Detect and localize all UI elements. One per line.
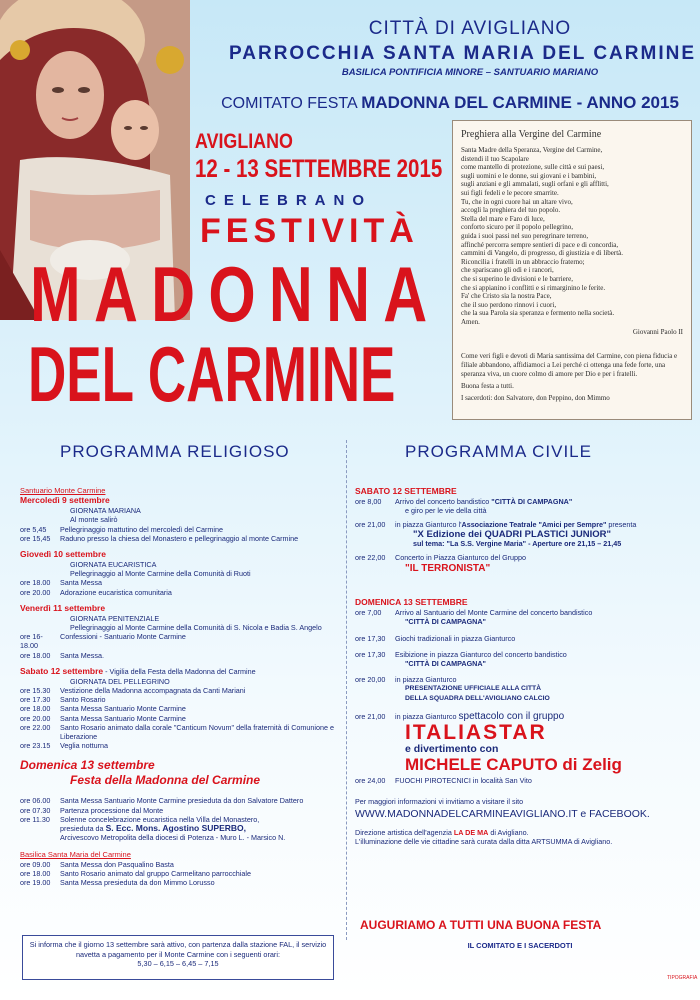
prayer-line: affinché percorra sempre sentieri di pace e di concordia, <box>461 240 619 249</box>
row-desc-a: in piazza Gianturco <box>395 711 459 721</box>
prayer-line: sugli uomini e le donne, sui giovani e i bambini, <box>461 171 597 180</box>
row-desc: Esibizione in piazza Gianturco del concerto bandistico <box>395 649 567 659</box>
civil-program-heading: PROGRAMMA CIVILE <box>405 442 592 461</box>
direction-c: di Avigliano. <box>488 827 529 837</box>
prayer-line: Tu, che in ogni cuore hai un altare vivo, <box>461 197 573 206</box>
row-time: ore 8,00 <box>355 497 382 506</box>
row-time: ore 15.30 <box>20 686 51 696</box>
day-heading: DOMENICA 13 SETTEMBRE <box>355 597 468 608</box>
prayer-title: Preghiera alla Vergine del Carmine <box>461 129 602 140</box>
schedule-row <box>20 714 340 723</box>
greeting-banner: AUGURIAMO A TUTTI UNA BUONA FESTA <box>360 918 602 932</box>
schedule-row <box>355 553 695 562</box>
day-heading: Mercoledì 9 settembre <box>20 495 110 506</box>
place-monte-carmine: Santuario Monte Carmine <box>20 486 106 495</box>
agency-name: LA DE MA <box>453 827 489 837</box>
prayer-line: cammini di Vangelo, di progresso, di giustizia e di libertà. <box>461 249 624 258</box>
row-time: ore 16-18.00 <box>20 632 43 651</box>
row-desc: Solenne concelebrazione eucaristica nella Villa del Monastero, <box>60 814 260 824</box>
prayer-line: che spariscano gli odi e i rancori, <box>461 266 554 275</box>
prayer-line: conforto sicuro per il popolo pellegrino, <box>461 223 573 232</box>
prayer-text <box>461 146 683 326</box>
committee-line <box>200 93 700 113</box>
schedule-row <box>20 588 340 597</box>
schedule-row <box>20 878 340 887</box>
column-divider <box>346 440 347 940</box>
prayer-line: Riconcilia i fratelli in un abbraccio fraterno; <box>461 257 585 266</box>
band-name: "CITTÀ DI CAMPAGNA" <box>491 497 573 506</box>
day-heading: Giovedì 10 settembre <box>20 549 106 560</box>
row-desc: Concerto in Piazza Gianturco del Gruppo <box>395 553 527 563</box>
lighting-note: L'illuminazione delle vie cittadine sarà curata dalla ditta ARTSUMMA di Avigliano. <box>355 837 613 847</box>
team-presentation-2: DELLA SQUADRA DELL'AVIGLIANO CALCIO <box>405 694 550 702</box>
schedule-row <box>20 869 340 878</box>
prayer-greeting: Buona festa a tutti. <box>461 382 514 391</box>
band-name: "CITTÀ DI CAMPAGNA" <box>405 659 486 669</box>
civil-program <box>355 486 695 846</box>
row-time: ore 20.00 <box>20 713 51 723</box>
row-desc: Santa Messa Santuario Monte Carmine presieduta da don Salvatore Dattero <box>60 796 304 806</box>
presided-role: Arcivescovo Metropolita della diocesi di Potenza - Muro L. - Marsico N. <box>60 833 286 843</box>
row-time: ore 22.00 <box>20 722 51 732</box>
prayer-line: Stella del mare e Faro di luce, <box>461 214 545 223</box>
presided-prefix: presieduta da <box>60 824 106 834</box>
tableaux-theme: sul tema: "La S.S. Vergine Maria" - Aperture ore 21,15 – 21,45 <box>413 538 622 548</box>
prayer-line: Amen. <box>461 317 480 326</box>
schedule-row <box>20 860 340 869</box>
row-desc-cont: e giro per le vie della città <box>405 506 487 516</box>
day-theme-sub: Pellegrinaggio al Monte Carmine della Comunità di S. Nicola e Badia S. Angelo <box>70 623 322 633</box>
row-time: ore 20.00 <box>20 587 51 597</box>
schedule-row <box>20 741 340 750</box>
row-time: ore 20,00 <box>355 675 386 685</box>
shuttle-text: Si informa che il giorno 13 settembre sarà attivo, con partenza dalla stazione FAL, il servizio navetta a pagamento per il Monte Carmine con i seguenti orari: <box>29 940 327 959</box>
row-time: ore 24,00 <box>355 776 386 786</box>
prayer-line: guida i suoi passi nel suo peregrinare terreno, <box>461 231 589 240</box>
row-time: ore 21,00 <box>355 711 386 721</box>
row-desc: FUOCHI PIROTECNICI in località San Vito <box>395 776 532 786</box>
website-link[interactable]: WWW.MADONNADELCARMINEAVIGLIANO.IT e FACEBOOK. <box>355 807 650 820</box>
row-desc-a: in piazza Gianturco l' <box>395 520 462 530</box>
row-desc-a: Arrivo del concerto bandistico <box>395 497 492 506</box>
committee-prefix: COMITATO FESTA <box>221 95 357 112</box>
day-theme-sub: Al monte salirò <box>70 515 118 525</box>
celebrano-label: CELEBRANO <box>205 192 373 209</box>
prayer-line: Santa Madre della Speranza, Vergine del Carmine, <box>461 146 603 154</box>
event-dates: 12 - 13 SETTEMBRE 2015 <box>195 155 443 183</box>
schedule-row <box>355 608 695 617</box>
schedule-row <box>20 525 340 534</box>
schedule-row <box>20 796 340 805</box>
prayer-line: come mantello di protezione, sulle città e sui paesi, <box>461 163 605 172</box>
artist-caputo: MICHELE CAPUTO di Zelig <box>405 755 622 775</box>
schedule-row <box>20 695 340 704</box>
row-desc: Vestizione della Madonna accompagnata da Canti Mariani <box>60 686 246 696</box>
schedule-row <box>20 632 340 650</box>
prayer-priests: I sacerdoti: don Salvatore, don Peppino, don Mimmo <box>461 394 610 403</box>
row-desc: Pellegrinaggio mattutino del mercoledì del Carmine <box>60 524 224 534</box>
schedule-row <box>355 675 695 684</box>
row-time: ore 18.00 <box>20 704 51 714</box>
day-theme: GIORNATA PENITENZIALE <box>70 613 160 623</box>
row-time: ore 18.00 <box>20 650 51 660</box>
prayer-line: sui figli fedeli e le pecore smarrite. <box>461 188 559 197</box>
day-heading-saturday <box>20 666 340 677</box>
prayer-line: che il suo perdono rinnovi i cuori, <box>461 300 557 309</box>
day-heading: Sabato 12 settembre <box>20 665 104 676</box>
day-theme: GIORNATA MARIANA <box>70 506 141 516</box>
schedule-row <box>20 651 340 660</box>
town-name: AVIGLIANO <box>195 130 293 153</box>
row-desc: Santa Messa <box>60 578 102 588</box>
info-text: Per maggiori informazioni vi invitiamo a visitare il sito <box>355 797 524 807</box>
prayer-line: distendi il tuo Scapolare <box>461 154 529 163</box>
row-desc: Santo Rosario animato dal gruppo Carmelitano parrocchiale <box>60 868 251 878</box>
schedule-row <box>355 650 695 659</box>
schedule-row <box>20 806 340 815</box>
prayer-line: che la sua Parola sia speranza e fermento nella società. <box>461 309 615 318</box>
row-time: ore 07.30 <box>20 805 51 815</box>
parish-name: PARROCCHIA SANTA MARIA DEL CARMINE <box>229 43 696 64</box>
row-desc-c: presenta <box>606 520 637 530</box>
schedule-row <box>355 634 695 643</box>
row-desc: Raduno presso la chiesa del Monastero e pellegrinaggio al monte Carmine <box>60 533 299 543</box>
place-basilica: Basilica Santa Maria del Carmine <box>20 850 131 860</box>
row-time: ore 18.00 <box>20 868 51 878</box>
row-time: ore 17,30 <box>355 649 386 659</box>
schedule-row <box>355 497 695 506</box>
day-theme: GIORNATA EUCARISTICA <box>70 560 157 570</box>
day-theme: GIORNATA DEL PELLEGRINO <box>70 676 170 686</box>
row-desc: Adorazione eucaristica comunitaria <box>60 587 172 597</box>
group-italiastar: ITALIASTAR <box>405 721 547 745</box>
row-time: ore 19.00 <box>20 878 51 888</box>
band-terronista: "IL TERRONISTA" <box>405 563 491 575</box>
day-heading-extra: - Vigilia della Festa della Madonna del Carmine <box>103 666 256 676</box>
committee-main: MADONNA DEL CARMINE - ANNO 2015 <box>361 93 679 112</box>
schedule-row <box>20 704 340 713</box>
religious-program-heading: PROGRAMMA RELIGIOSO <box>60 442 290 461</box>
day-theme-sub: Pellegrinaggio al Monte Carmine della Comunità di Ruoti <box>70 569 251 579</box>
presided-name: S. Ecc. Mons. Agostino SUPERBO, <box>105 823 246 834</box>
shuttle-notice <box>22 935 334 980</box>
day-heading: Domenica 13 settembre <box>20 758 155 773</box>
row-time: ore 15,45 <box>20 533 51 543</box>
row-desc: Veglia notturna <box>60 741 108 751</box>
team-presentation: PRESENTAZIONE UFFICIALE ALLA CITTÀ <box>405 685 542 693</box>
row-time: ore 23.15 <box>20 741 51 751</box>
prayer-line: sugli anziani e gli ammalati, sugli orfani e gli afflitti, <box>461 180 609 189</box>
row-time: ore 06.00 <box>20 796 51 806</box>
schedule-row <box>355 712 695 721</box>
title-madonna: MADONNA <box>30 250 441 338</box>
row-desc: Santa Messa Santuario Monte Carmine <box>60 704 186 714</box>
row-desc: Arrivo al Santuario del Monte Carmine del concerto bandistico <box>395 608 593 618</box>
basilica-subtitle: BASILICA PONTIFICIA MINORE – SANTUARIO MARIANO <box>341 67 599 78</box>
feast-title: Festa della Madonna del Carmine <box>70 773 261 788</box>
prayer-line: che si appianino i conflitti e si rimarginino le ferite. <box>461 283 606 292</box>
schedule-row <box>20 534 340 543</box>
show-label: spettacolo con il gruppo <box>458 710 565 722</box>
prayer-line: Fa' che Cristo sia la nostra Pace, <box>461 292 552 301</box>
tableaux-title: "X Edizione dei QUADRI PLASTICI JUNIOR" <box>413 528 611 540</box>
entertainment-label: e divertimento con <box>405 743 499 756</box>
schedule-row <box>20 723 340 741</box>
row-desc: Santa Messa don Pasqualino Basta <box>60 859 174 869</box>
artistic-direction <box>355 828 695 837</box>
row-time: ore 7,00 <box>355 608 382 618</box>
row-desc: Santa Messa. <box>60 650 104 660</box>
row-desc: Santa Messa Santuario Monte Carmine <box>60 713 186 723</box>
row-desc: Santo Rosario animato dalla corale "Canticum Novum" della fraternità di Comunione e Liberazione <box>60 722 334 742</box>
religious-program <box>20 486 340 887</box>
prayer-box <box>452 120 692 420</box>
prayer-line: che si superino le divisioni e le barriere, <box>461 274 573 283</box>
printer-logo: TIPOGRAFIA <box>667 975 698 981</box>
schedule-row <box>355 776 695 785</box>
row-desc <box>395 712 695 721</box>
presided-by <box>20 824 340 833</box>
row-desc: in piazza Gianturco <box>395 675 457 685</box>
row-time: ore 22,00 <box>355 553 386 563</box>
row-time: ore 18.00 <box>20 578 51 588</box>
row-time: ore 09.00 <box>20 859 51 869</box>
city-name: CITTÀ DI AVIGLIANO <box>368 18 572 39</box>
shuttle-times: 5,30 – 6,15 – 6,45 – 7,15 <box>137 959 219 968</box>
prayer-note: Come veri figli e devoti di Maria santissima del Carmine, con piena fiducia e filiale abbandono, affidiamoci a Lei perché ci ottenga una fede forte, una speranza viva, un cuore colmo di amore per Dio e per i fratelli. <box>461 352 678 378</box>
row-desc: Santo Rosario <box>60 695 106 705</box>
schedule-row <box>20 686 340 695</box>
row-desc <box>395 497 695 506</box>
band-name: "CITTÀ DI CAMPAGNA" <box>405 617 486 627</box>
row-time: ore 5,45 <box>20 524 47 534</box>
row-desc: Santa Messa presieduta da don Mimmo Lorusso <box>60 878 215 888</box>
prayer-signature: Giovanni Paolo II <box>632 328 683 337</box>
day-heading: Venerdì 11 settembre <box>20 602 106 613</box>
direction-a: Direzione artistica dell'agenzia <box>355 827 454 837</box>
committee-signature: IL COMITATO E I SACERDOTI <box>467 941 573 950</box>
row-time: ore 17,30 <box>355 633 386 643</box>
row-time: ore 17.30 <box>20 695 51 705</box>
title-del-carmine: DEL CARMINE <box>28 330 396 418</box>
prayer-line: accogli la preghiera del tuo popolo. <box>461 206 561 215</box>
row-desc: Giochi tradizionali in piazza Gianturco <box>395 633 516 643</box>
day-heading: SABATO 12 SETTEMBRE <box>355 486 457 496</box>
association-name: Associazione Teatrale "Amici per Sempre" <box>461 520 607 530</box>
schedule-row <box>20 578 340 587</box>
row-desc: Confessioni - Santuario Monte Carmine <box>60 632 186 642</box>
row-time: ore 21,00 <box>355 520 386 530</box>
festivita-label: FESTIVITÀ <box>200 212 419 250</box>
row-time: ore 11.30 <box>20 814 50 824</box>
row-desc: Partenza processione dal Monte <box>60 805 164 815</box>
